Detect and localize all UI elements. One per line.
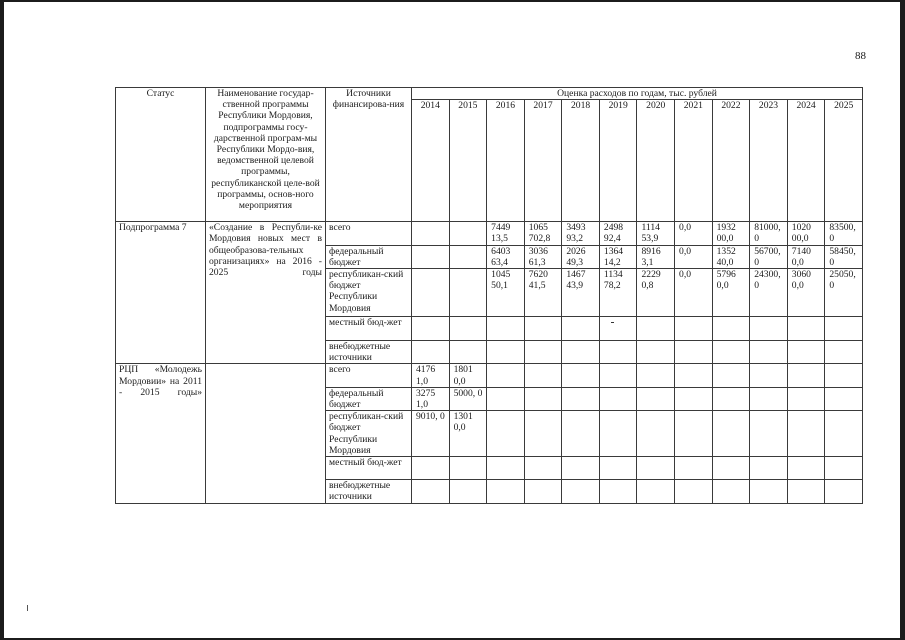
value-cell <box>712 480 750 503</box>
value-cell <box>449 317 487 341</box>
value-cell <box>562 411 600 457</box>
funding-source: республикан-ский бюджет Республики Мордовия <box>326 411 412 457</box>
value-cell <box>787 480 825 503</box>
header-year: 2017 <box>524 100 562 222</box>
header-program-name: Наименование государ-ственной программы Республики Мордовия, подпрограммы госу-дарственной програм-мы Республики Мордо-вия, ведомственной целевой программы, республиканской целе-вой программы, основ-ного мероприятия <box>206 88 326 222</box>
value-cell <box>675 364 713 387</box>
value-cell <box>562 387 600 410</box>
value-cell <box>712 457 750 480</box>
value-cell <box>412 317 450 341</box>
value-cell: 83500, 0 <box>825 222 863 245</box>
value-cell <box>412 341 450 364</box>
header-year: 2014 <box>412 100 450 222</box>
value-cell: 4176 1,0 <box>412 364 450 387</box>
value-cell <box>750 457 788 480</box>
value-cell: 7140 0,0 <box>787 245 825 268</box>
value-cell <box>449 222 487 245</box>
scan-border-right <box>900 0 905 640</box>
scan-border-left <box>0 0 4 640</box>
value-cell <box>487 387 525 410</box>
header-year: 2020 <box>637 100 675 222</box>
value-cell: 1134 78,2 <box>599 269 637 317</box>
value-cell <box>524 480 562 503</box>
funding-source: внебюджетные источники <box>326 341 412 364</box>
value-cell: 0,0 <box>675 269 713 317</box>
value-cell <box>487 480 525 503</box>
value-cell: 24300, 0 <box>750 269 788 317</box>
value-cell <box>750 480 788 503</box>
value-cell <box>637 411 675 457</box>
value-cell <box>524 387 562 410</box>
header-year: 2018 <box>562 100 600 222</box>
value-cell: 5000, 0 <box>449 387 487 410</box>
value-cell: 1045 50,1 <box>487 269 525 317</box>
value-cell <box>562 364 600 387</box>
value-cell <box>524 341 562 364</box>
value-cell <box>787 317 825 341</box>
value-cell: 7449 13,5 <box>487 222 525 245</box>
value-cell: 2229 0,8 <box>637 269 675 317</box>
value-cell: 25050, 0 <box>825 269 863 317</box>
stray-mark <box>611 322 614 323</box>
value-cell <box>412 245 450 268</box>
funding-source: федеральный бюджет <box>326 387 412 410</box>
value-cell: 3493 93,2 <box>562 222 600 245</box>
value-cell: 1467 43,9 <box>562 269 600 317</box>
value-cell <box>712 411 750 457</box>
value-cell <box>637 480 675 503</box>
value-cell <box>712 317 750 341</box>
value-cell <box>599 411 637 457</box>
scan-artifact <box>27 605 28 611</box>
value-cell <box>825 480 863 503</box>
value-cell: 6403 63,4 <box>487 245 525 268</box>
header-year: 2021 <box>675 100 713 222</box>
value-cell: 7620 41,5 <box>524 269 562 317</box>
value-cell <box>825 317 863 341</box>
expenditure-table <box>115 87 863 504</box>
value-cell: 9010, 0 <box>412 411 450 457</box>
group-status: Подпрограмма 7 <box>116 222 206 364</box>
page-number: 88 <box>855 50 866 62</box>
table-row <box>116 222 863 245</box>
value-cell: 1301 0,0 <box>449 411 487 457</box>
value-cell <box>449 269 487 317</box>
value-cell <box>712 387 750 410</box>
value-cell <box>562 480 600 503</box>
value-cell <box>712 364 750 387</box>
funding-source: местный бюд-жет <box>326 457 412 480</box>
value-cell <box>825 411 863 457</box>
value-cell <box>825 457 863 480</box>
value-cell: 0,0 <box>675 245 713 268</box>
header-year: 2023 <box>750 100 788 222</box>
value-cell <box>675 341 713 364</box>
header-sources: Источники финансирова-ния <box>326 88 412 222</box>
value-cell <box>412 222 450 245</box>
funding-source: всего <box>326 222 412 245</box>
group-program-name: «Создание в Республи-ке Мордовия новых мест в общеобразова-тельных организациях» на 2016 - 2025 годы <box>206 222 326 364</box>
value-cell: 2026 49,3 <box>562 245 600 268</box>
value-cell <box>675 387 713 410</box>
value-cell: 1801 0,0 <box>449 364 487 387</box>
value-cell: 5796 0,0 <box>712 269 750 317</box>
value-cell: 8916 3,1 <box>637 245 675 268</box>
value-cell <box>599 364 637 387</box>
group-status: РЦП «Молодежь Мордовии» на 2011 - 2015 годы» <box>116 364 206 503</box>
value-cell <box>637 457 675 480</box>
value-cell <box>825 341 863 364</box>
value-cell <box>449 341 487 364</box>
value-cell <box>449 245 487 268</box>
value-cell: 1065 702,8 <box>524 222 562 245</box>
value-cell <box>449 457 487 480</box>
value-cell <box>787 341 825 364</box>
value-cell <box>487 317 525 341</box>
value-cell <box>412 269 450 317</box>
value-cell <box>787 411 825 457</box>
value-cell: 1114 53,9 <box>637 222 675 245</box>
value-cell <box>562 341 600 364</box>
value-cell <box>487 364 525 387</box>
value-cell <box>675 480 713 503</box>
value-cell <box>599 457 637 480</box>
funding-source: местный бюд-жет <box>326 317 412 341</box>
scan-border-top <box>0 0 905 2</box>
value-cell <box>412 457 450 480</box>
value-cell <box>599 341 637 364</box>
value-cell <box>599 387 637 410</box>
funding-source: республикан-ский бюджет Республики Мордовия <box>326 269 412 317</box>
value-cell: 2498 92,4 <box>599 222 637 245</box>
group-program-name <box>206 364 326 503</box>
value-cell <box>524 457 562 480</box>
value-cell <box>750 364 788 387</box>
value-cell <box>675 317 713 341</box>
header-year: 2024 <box>787 100 825 222</box>
value-cell: 58450, 0 <box>825 245 863 268</box>
value-cell <box>524 364 562 387</box>
value-cell <box>675 411 713 457</box>
value-cell <box>825 364 863 387</box>
value-cell <box>562 457 600 480</box>
value-cell <box>712 341 750 364</box>
value-cell <box>637 387 675 410</box>
value-cell <box>825 387 863 410</box>
table-row <box>116 364 863 387</box>
value-cell <box>524 411 562 457</box>
value-cell <box>562 317 600 341</box>
value-cell <box>787 364 825 387</box>
value-cell <box>487 341 525 364</box>
funding-source: внебюджетные источники <box>326 480 412 503</box>
value-cell <box>637 317 675 341</box>
header-year: 2019 <box>599 100 637 222</box>
value-cell <box>599 480 637 503</box>
value-cell <box>599 317 637 341</box>
header-estimate: Оценка расходов по годам, тыс. рублей <box>412 88 863 100</box>
value-cell <box>787 387 825 410</box>
value-cell: 1020 00,0 <box>787 222 825 245</box>
value-cell <box>750 387 788 410</box>
value-cell <box>637 341 675 364</box>
header-status: Статус <box>116 88 206 222</box>
funding-source: федеральный бюджет <box>326 245 412 268</box>
value-cell: 1364 14,2 <box>599 245 637 268</box>
value-cell: 3060 0,0 <box>787 269 825 317</box>
header-year: 2015 <box>449 100 487 222</box>
value-cell: 3275 1,0 <box>412 387 450 410</box>
value-cell <box>675 457 713 480</box>
header-year: 2025 <box>825 100 863 222</box>
value-cell <box>787 457 825 480</box>
value-cell <box>750 317 788 341</box>
value-cell <box>412 480 450 503</box>
value-cell <box>524 317 562 341</box>
value-cell <box>750 341 788 364</box>
value-cell <box>449 480 487 503</box>
value-cell: 1932 00,0 <box>712 222 750 245</box>
value-cell: 3036 61,3 <box>524 245 562 268</box>
value-cell: 1352 40,0 <box>712 245 750 268</box>
value-cell <box>750 411 788 457</box>
header-year: 2022 <box>712 100 750 222</box>
value-cell: 56700, 0 <box>750 245 788 268</box>
value-cell <box>487 457 525 480</box>
value-cell: 81000, 0 <box>750 222 788 245</box>
value-cell: 0,0 <box>675 222 713 245</box>
funding-source: всего <box>326 364 412 387</box>
value-cell <box>487 411 525 457</box>
header-year: 2016 <box>487 100 525 222</box>
value-cell <box>637 364 675 387</box>
